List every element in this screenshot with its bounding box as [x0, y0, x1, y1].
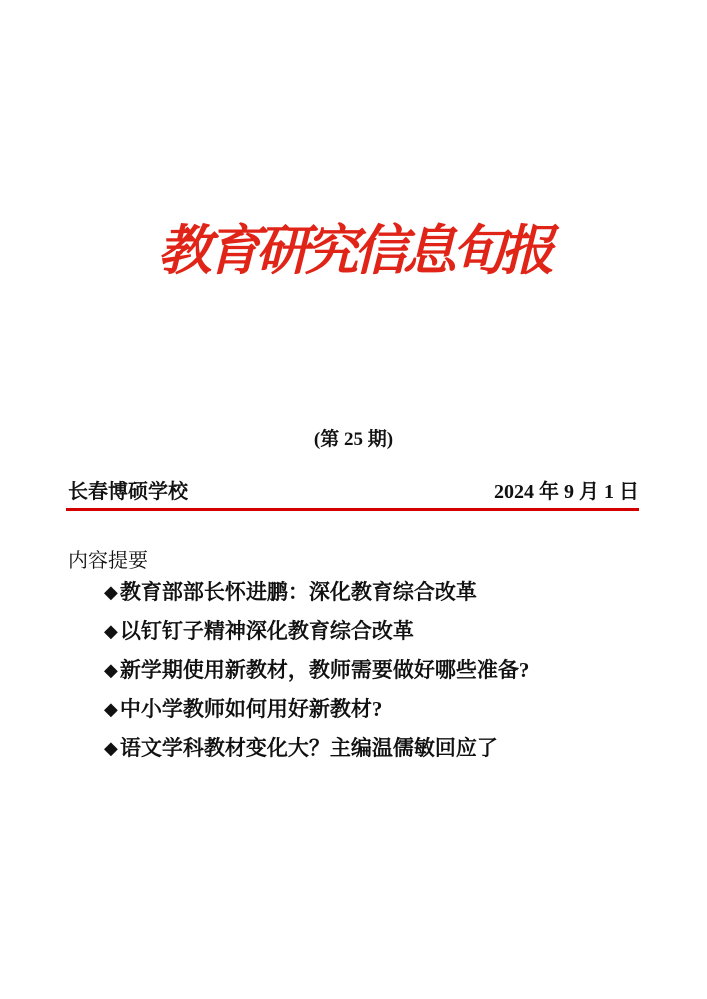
diamond-bullet-icon: ◆ — [104, 660, 118, 680]
list-item — [104, 619, 529, 643]
list-item — [104, 658, 529, 682]
school-name: 长春博硕学校 — [68, 481, 188, 503]
diamond-bullet-icon: ◆ — [104, 621, 118, 641]
diamond-bullet-icon: ◆ — [104, 738, 118, 758]
list-item-text: 教育部部长怀进鹏：深化教育综合改革 — [119, 580, 477, 604]
list-item-text: 语文学科教材变化大？主编温儒敏回应了 — [119, 736, 498, 760]
list-item-text: 以钉钉子精神深化教育综合改革 — [119, 619, 414, 643]
list-item-text: 新学期使用新教材，教师需要做好哪些准备? — [119, 658, 530, 682]
diamond-bullet-icon: ◆ — [104, 582, 118, 602]
masthead-title: 教育研究信息旬报 — [157, 221, 550, 281]
list-item — [104, 736, 529, 760]
list-item — [104, 697, 529, 721]
red-divider-line — [66, 508, 639, 511]
list-item-text: 中小学教师如何用好新教材? — [119, 697, 383, 721]
summary-list — [104, 580, 529, 775]
diamond-bullet-icon: ◆ — [104, 699, 118, 719]
summary-heading: 内容提要 — [68, 550, 148, 572]
issue-number: (第 25 期) — [313, 429, 394, 450]
meta-row — [68, 475, 639, 504]
issue-date: 2024 年 9 月 1 日 — [494, 481, 639, 503]
list-item — [104, 580, 529, 604]
